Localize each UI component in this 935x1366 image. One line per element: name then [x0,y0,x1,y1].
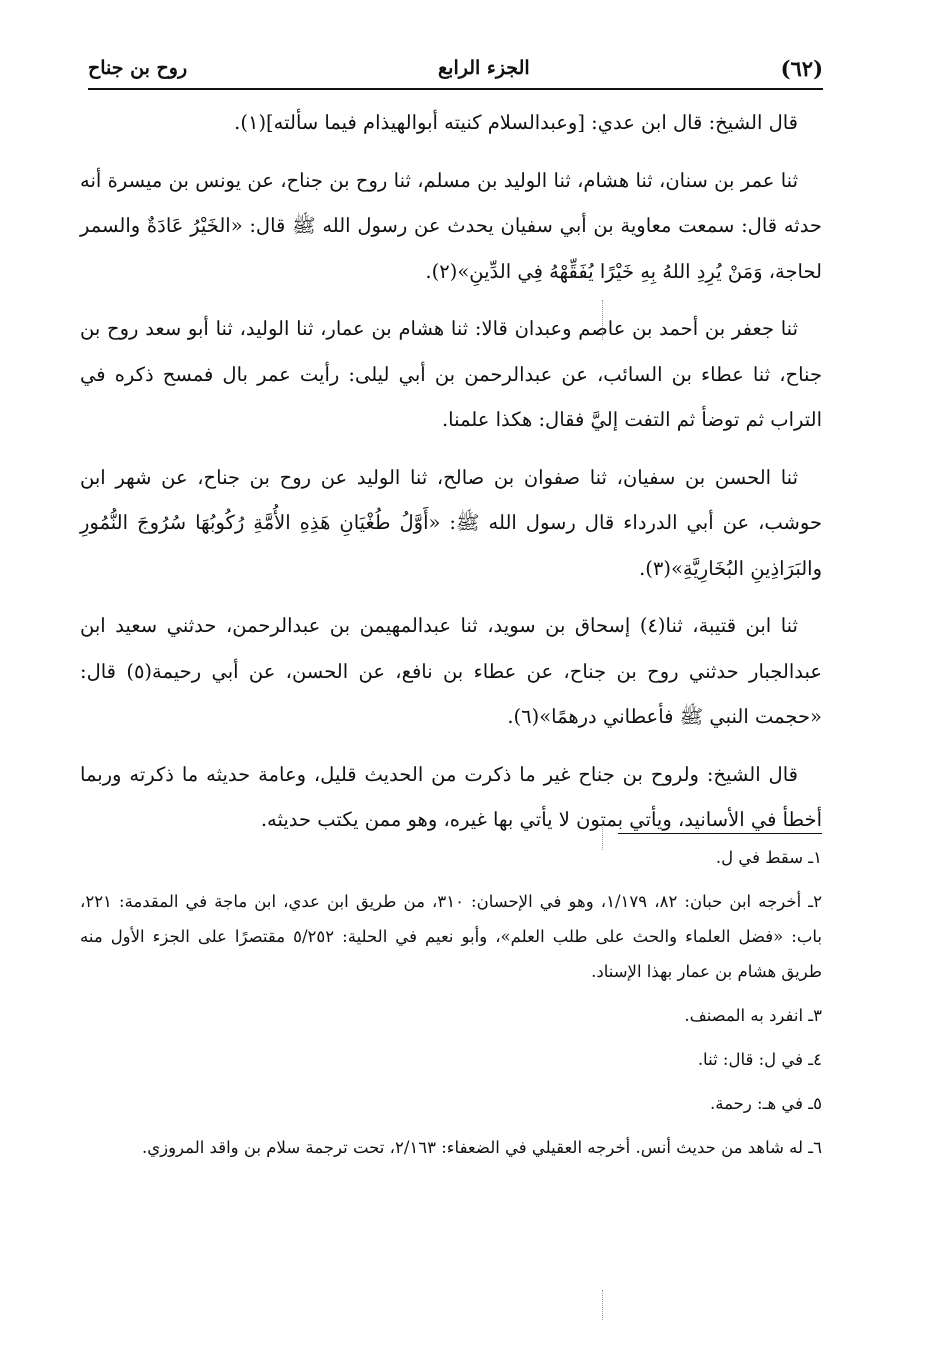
paragraph: ثنا عمر بن سنان، ثنا هشام، ثنا الوليد بن مسلم، ثنا روح بن جناح، عن يونس بن ميسرة أنه حدثه قال: سمعت معاوية بن أبي سفيان يحدث عن رسول الله ﷺ قال: «الخَيْرُ عَادَةٌ والسمر لحاجة، وَمَنْ يُرِدِ اللهُ بِهِ خَيْرًا يُفَقِّهْهُ فِي الدِّينِ»(٢). [80,168,822,283]
part-title: الجزء الرابع [438,57,530,79]
paragraph: ثنا ابن قتيبة، ثنا(٤) إسحاق بن سويد، ثنا عبدالمهيمن بن عبدالرحمن، حدثني سعيد ابن عبدالجبار حدثني روح بن جناح، عن عطاء بن نافع، عن الحسن، عن أبي رحيمة(٥) قال: «حجمت النبي ﷺ فأعطاني درهمًا»(٦). [80,614,822,728]
page-number: (٦٢) [780,55,823,81]
footnote: ٦ـ له شاهد من حديث أنس. أخرجه العقيلي في الضعفاء: ٢/١٦٣، تحت ترجمة سلام بن واقد المروزي. [141,1138,822,1157]
main-text [80,100,822,855]
paragraph: قال الشيخ: ولروح بن جناح غير ما ذكرت من الحديث قليل، وعامة حديثه ما ذكرته وربما أخطأ في الأسانيد، ويأتي بمتون لا يأتي بها غيره، وهو ممن يكتب حديثه. [80,762,822,831]
header-rule [88,88,823,90]
page-header [88,48,823,88]
paragraph: قال الشيخ: قال ابن عدي: [وعبدالسلام كنيته أبوالهيذام فيما سألته](١). [234,111,798,134]
footnote: ٢ـ أخرجه ابن حبان: ٨٢، ١/١٧٩، وهو في الإحسان: ٣١٠، من طريق ابن عدي، ابن ماجة في المقدمة: ٢٢١، باب: «فضل العلماء والحث على طلب العلم»، وأبو نعيم في الحلية: ٥/٢٥٢ مقتصرًا على الجزء الأول منه طريق هشام بن عمار بهذا الإسناد. [80,892,822,981]
footnote: ١ـ سقط في ل. [715,848,822,867]
paragraph: ثنا جعفر بن أحمد بن عاصم وعبدان قالا: ثنا هشام بن عمار، ثنا الوليد، ثنا أبو سعد روح بن جناح، ثنا عطاء بن السائب، عن عبدالرحمن بن أبي ليلى: رأيت عمر بال فمسح ذكره في التراب ثم توضأ ثم التفت إليَّ فقال: هكذا علمنا. [80,317,822,431]
scan-artifact [602,820,603,850]
footnote: ٣ـ انفرد به المصنف. [684,1006,822,1025]
scan-artifact [602,1290,603,1320]
footnote-separator [618,833,822,834]
running-head: روح بن جناح [88,57,188,79]
scan-artifact [602,300,603,340]
footnotes [80,840,822,1174]
footnote: ٥ـ في هـ: رحمة. [710,1094,822,1113]
footnote: ٤ـ في ل: قال: ثنا. [697,1050,822,1069]
paragraph: ثنا الحسن بن سفيان، ثنا صفوان بن صالح، ثنا الوليد عن روح بن جناح، عن شهر ابن حوشب، عن أبي الدرداء قال رسول الله ﷺ: «أَوَّلُ طُغْيَانِ هَذِهِ الأُمَّةِ رُكُوبُهَا سُرُوجَ النُّمُورِ والبَرَاذِينِ البُخَارِيَّةِ»(٣). [80,465,822,580]
